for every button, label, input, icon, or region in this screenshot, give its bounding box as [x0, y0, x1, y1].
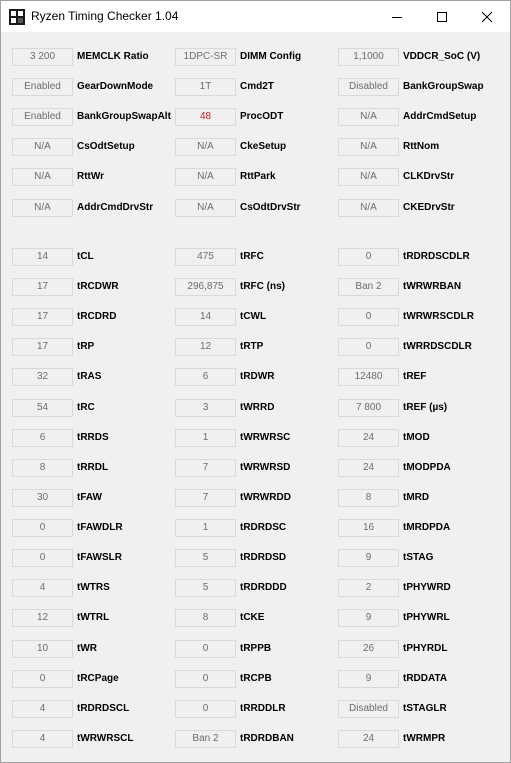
- value-label: tFAWDLR: [77, 522, 123, 533]
- value-box[interactable]: 3 200: [12, 48, 73, 66]
- value-label: tMOD: [403, 432, 430, 443]
- value-box[interactable]: 0: [175, 700, 236, 718]
- value-label: tRRDS: [77, 432, 109, 443]
- value-box[interactable]: Ban 2: [175, 730, 236, 748]
- value-box[interactable]: 4: [12, 730, 73, 748]
- value-box[interactable]: 0: [175, 670, 236, 688]
- value-label: tMODPDA: [403, 462, 451, 473]
- value-box[interactable]: Enabled: [12, 78, 73, 96]
- value-box[interactable]: 9: [338, 670, 399, 688]
- config-row: [1, 198, 510, 218]
- value-box[interactable]: Disabled: [338, 700, 399, 718]
- value-label: tRRDL: [77, 462, 109, 473]
- value-label: tPHYWRD: [403, 582, 451, 593]
- close-button[interactable]: [464, 1, 509, 32]
- value-box[interactable]: Ban 2: [338, 278, 399, 296]
- value-label: tRDWR: [240, 371, 275, 382]
- value-label: RttPark: [240, 171, 276, 182]
- value-box[interactable]: 32: [12, 368, 73, 386]
- minimize-button[interactable]: [374, 1, 419, 32]
- value-label: tRDDATA: [403, 673, 448, 684]
- value-box[interactable]: 1,1000: [338, 48, 399, 66]
- value-box[interactable]: 1: [175, 429, 236, 447]
- timing-row: [1, 669, 510, 689]
- value-box[interactable]: N/A: [175, 138, 236, 156]
- value-box[interactable]: 54: [12, 399, 73, 417]
- value-label: tRAS: [77, 371, 102, 382]
- value-label: CLKDrvStr: [403, 171, 455, 182]
- value-label: tRFC: [240, 251, 264, 262]
- value-box[interactable]: N/A: [338, 138, 399, 156]
- maximize-icon: [436, 11, 448, 23]
- timing-row: [1, 699, 510, 719]
- value-label: BankGroupSwapAlt: [77, 111, 171, 122]
- value-box[interactable]: Enabled: [12, 108, 73, 126]
- value-box[interactable]: 0: [175, 640, 236, 658]
- value-box[interactable]: 9: [338, 549, 399, 567]
- value-label: tRDRDSCDLR: [403, 251, 470, 262]
- value-box[interactable]: 0: [12, 549, 73, 567]
- timing-row: [1, 398, 510, 418]
- value-label: tRDRDSC: [240, 522, 287, 533]
- timing-row: [1, 518, 510, 538]
- timing-row: [1, 488, 510, 508]
- value-label: tSTAG: [403, 552, 434, 563]
- value-label: tSTAGLR: [403, 703, 447, 714]
- value-label: CkeSetup: [240, 141, 287, 152]
- timing-row: [1, 608, 510, 628]
- value-box[interactable]: 14: [175, 308, 236, 326]
- value-box[interactable]: 0: [338, 248, 399, 266]
- value-box[interactable]: 24: [338, 429, 399, 447]
- value-label: tCWL: [240, 311, 267, 322]
- value-box[interactable]: N/A: [175, 168, 236, 186]
- value-label: RttWr: [77, 171, 105, 182]
- close-icon: [481, 11, 493, 23]
- value-label: tPHYRDL: [403, 643, 448, 654]
- value-label: MEMCLK Ratio: [77, 51, 149, 62]
- value-box[interactable]: 1: [175, 519, 236, 537]
- value-box[interactable]: 3: [175, 399, 236, 417]
- value-box[interactable]: 296,875: [175, 278, 236, 296]
- timing-row: [1, 367, 510, 387]
- value-label: tWRRDSCDLR: [403, 341, 472, 352]
- value-box[interactable]: 0: [338, 308, 399, 326]
- value-label: tWRMPR: [403, 733, 446, 744]
- value-label: BankGroupSwap: [403, 81, 484, 92]
- value-label: tRPPB: [240, 643, 272, 654]
- value-box[interactable]: 475: [175, 248, 236, 266]
- value-label: tWRWRBAN: [403, 281, 462, 292]
- config-row: [1, 47, 510, 67]
- config-row: [1, 77, 510, 97]
- timing-row: [1, 307, 510, 327]
- maximize-button[interactable]: [419, 1, 464, 32]
- timing-row: [1, 639, 510, 659]
- value-box[interactable]: 12480: [338, 368, 399, 386]
- value-label: tRRDDLR: [240, 703, 286, 714]
- value-box[interactable]: N/A: [338, 199, 399, 217]
- title-bar[interactable]: [1, 1, 510, 32]
- value-label: tWRWRSD: [240, 462, 291, 473]
- value-box[interactable]: 26: [338, 640, 399, 658]
- value-box[interactable]: N/A: [12, 138, 73, 156]
- minimize-icon: [391, 11, 403, 23]
- config-row: [1, 107, 510, 127]
- value-label: CsOdtDrvStr: [240, 202, 301, 213]
- value-box[interactable]: N/A: [338, 108, 399, 126]
- value-label: tREF: [403, 371, 427, 382]
- value-box[interactable]: 1DPC-SR: [175, 48, 236, 66]
- timing-row: [1, 337, 510, 357]
- value-label: CKEDrvStr: [403, 202, 455, 213]
- config-row: [1, 167, 510, 187]
- timing-row: [1, 548, 510, 568]
- value-box[interactable]: 17: [12, 338, 73, 356]
- window-title: Ryzen Timing Checker 1.04: [31, 9, 179, 23]
- value-label: tRDRDDD: [240, 582, 287, 593]
- value-label: tMRDPDA: [403, 522, 451, 533]
- value-box[interactable]: 48: [175, 108, 236, 126]
- value-label: AddrCmdSetup: [403, 111, 477, 122]
- value-box[interactable]: 1T: [175, 78, 236, 96]
- value-label: tWRWRSCDLR: [403, 311, 474, 322]
- value-label: tWR: [77, 643, 97, 654]
- value-label: tWRWRSC: [240, 432, 291, 443]
- app-icon: [9, 9, 25, 25]
- timing-row: [1, 428, 510, 448]
- value-label: ProcODT: [240, 111, 284, 122]
- value-label: tWRWRDD: [240, 492, 291, 503]
- value-box[interactable]: 6: [175, 368, 236, 386]
- value-box[interactable]: 4: [12, 700, 73, 718]
- value-label: tRCPage: [77, 673, 119, 684]
- value-label: tRDRDSD: [240, 552, 287, 563]
- value-label: tFAW: [77, 492, 102, 503]
- value-box[interactable]: 6: [12, 429, 73, 447]
- value-box[interactable]: 24: [338, 730, 399, 748]
- value-label: tRDRDSCL: [77, 703, 130, 714]
- value-label: tCL: [77, 251, 94, 262]
- value-box[interactable]: 9: [338, 609, 399, 627]
- value-box[interactable]: N/A: [12, 199, 73, 217]
- value-box[interactable]: 16: [338, 519, 399, 537]
- value-box[interactable]: 0: [338, 338, 399, 356]
- value-label: tMRD: [403, 492, 430, 503]
- value-box[interactable]: 0: [12, 519, 73, 537]
- value-box[interactable]: 8: [12, 459, 73, 477]
- value-box[interactable]: 5: [175, 549, 236, 567]
- value-label: VDDCR_SoC (V): [403, 51, 481, 62]
- value-box[interactable]: 2: [338, 579, 399, 597]
- value-box[interactable]: 0: [12, 670, 73, 688]
- value-box[interactable]: N/A: [12, 168, 73, 186]
- value-box[interactable]: 17: [12, 278, 73, 296]
- value-box[interactable]: 5: [175, 579, 236, 597]
- value-label: tWTRS: [77, 582, 110, 593]
- value-box[interactable]: N/A: [338, 168, 399, 186]
- value-box[interactable]: 10: [12, 640, 73, 658]
- value-box[interactable]: 7 800: [338, 399, 399, 417]
- timing-row: [1, 729, 510, 749]
- value-box[interactable]: 24: [338, 459, 399, 477]
- value-label: tRDRDBAN: [240, 733, 294, 744]
- value-box[interactable]: Disabled: [338, 78, 399, 96]
- value-box[interactable]: 7: [175, 489, 236, 507]
- value-box[interactable]: 30: [12, 489, 73, 507]
- config-row: [1, 137, 510, 157]
- value-box[interactable]: 8: [338, 489, 399, 507]
- value-label: tWRRD: [240, 402, 275, 413]
- value-box[interactable]: 14: [12, 248, 73, 266]
- value-box[interactable]: 8: [175, 609, 236, 627]
- timing-row: [1, 247, 510, 267]
- value-label: tRTP: [240, 341, 264, 352]
- value-label: tRCDWR: [77, 281, 119, 292]
- value-label: tWTRL: [77, 612, 110, 623]
- value-label: tRC: [77, 402, 95, 413]
- value-label: tWRWRSCL: [77, 733, 134, 744]
- timing-row: [1, 458, 510, 478]
- value-label: DIMM Config: [240, 51, 302, 62]
- timings-panel: [1, 32, 510, 762]
- value-box[interactable]: 17: [12, 308, 73, 326]
- value-box[interactable]: 4: [12, 579, 73, 597]
- value-label: tREF (µs): [403, 402, 448, 413]
- timing-row: [1, 277, 510, 297]
- value-label: CsOdtSetup: [77, 141, 135, 152]
- timing-row: [1, 578, 510, 598]
- value-box[interactable]: 7: [175, 459, 236, 477]
- value-label: tRCPB: [240, 673, 272, 684]
- value-label: tPHYWRL: [403, 612, 450, 623]
- value-box[interactable]: 12: [175, 338, 236, 356]
- value-label: tFAWSLR: [77, 552, 122, 563]
- value-label: GearDownMode: [77, 81, 154, 92]
- value-box[interactable]: N/A: [175, 199, 236, 217]
- value-label: tRP: [77, 341, 95, 352]
- value-label: tRFC (ns): [240, 281, 285, 292]
- value-label: tRCDRD: [77, 311, 117, 322]
- value-label: AddrCmdDrvStr: [77, 202, 154, 213]
- value-label: tCKE: [240, 612, 265, 623]
- value-box[interactable]: 12: [12, 609, 73, 627]
- value-label: RttNom: [403, 141, 440, 152]
- value-label: Cmd2T: [240, 81, 274, 92]
